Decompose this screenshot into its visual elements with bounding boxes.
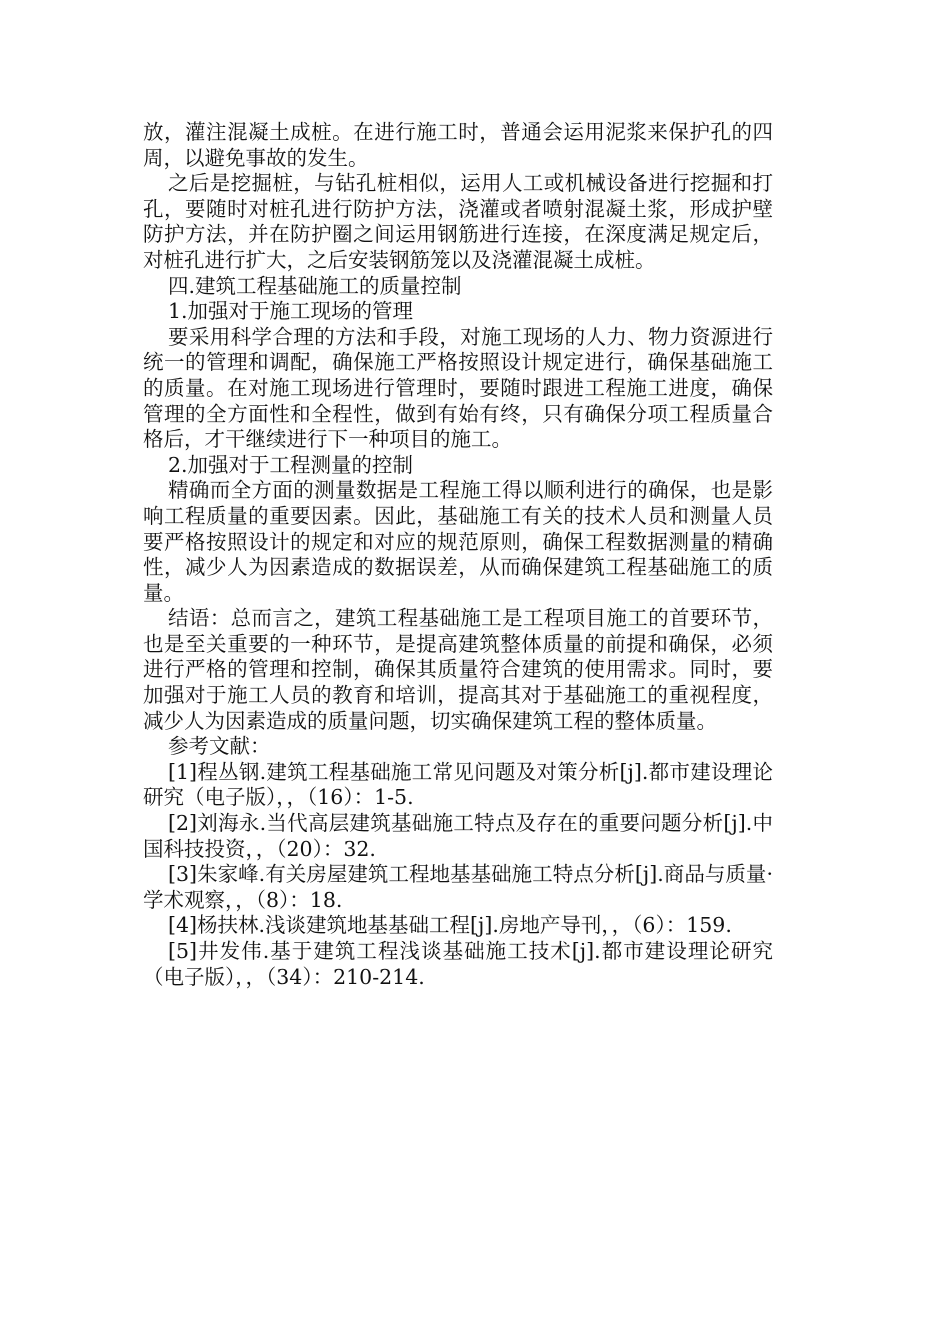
reference-item: [5]井发伟.基于建筑工程浅谈基础施工技术[j].都市建设理论研究（电子版），，（34）：210-214. [143, 939, 773, 989]
reference-item: [1]程丛钢.建筑工程基础施工常见问题及对策分析[j].都市建设理论研究（电子版），，（16）：1-5. [143, 759, 773, 810]
paragraph-conclusion: 结语：总而言之，建筑工程基础施工是工程项目施工的首要环节，也是至关重要的一种环节，是提高建筑整体质量的前提和确保，必须进行严格的管理和控制，确保其质量符合建筑的使用需求。同时，要加强对于施工人员的教育和培训，提高其对于基础施工的重视程度，减少人为因素造成的质量问题，切实确保建筑工程的整体质量。 [143, 606, 773, 733]
paragraph-site-management: 要采用科学合理的方法和手段，对施工现场的人力、物力资源进行统一的管理和调配，确保施工严格按照设计规定进行，确保基础施工的质量。在对施工现场进行管理时，要随时跟进工程施工进度，确保管理的全方面性和全程性，做到有始有终，只有确保分项工程质量合格后，才干继续进行下一种项目的施工。 [143, 324, 773, 452]
section-heading-quality-control: 四.建筑工程基础施工的质量控制 [168, 273, 462, 298]
subheading-site-management: 1.加强对于施工现场的管理 [168, 299, 414, 324]
reference-item: [4]杨扶林.浅谈建筑地基基础工程[j].房地产导刊，，（6）：159. [168, 913, 732, 938]
subheading-survey-control: 2.加强对于工程测量的控制 [168, 452, 414, 477]
paragraph-survey-control: 精确而全方面的测量数据是工程施工得以顺利进行的确保，也是影响工程质量的重要因素。因此，基础施工有关的技术人员和测量人员要严格按照设计的规定和对应的规范原则，确保工程数据测量的精确性，减少人为因素造成的数据误差，从而确保建筑工程基础施工的质量。 [143, 478, 773, 605]
reference-item: [3]朱家峰.有关房屋建筑工程地基基础施工特点分析[j].商品与质量·学术观察，，（8）：18. [143, 862, 773, 912]
reference-item: [2]刘海永.当代高层建筑基础施工特点及存在的重要问题分析[j].中国科技投资，，（20）：32. [143, 811, 773, 861]
paragraph-continuation: 放，灌注混凝土成桩。在进行施工时，普通会运用泥浆来保护孔的四周，以避免事故的发生。 [143, 120, 773, 170]
paragraph-excavated-pile: 之后是挖掘桩，与钻孔桩相似，运用人工或机械设备进行挖掘和打孔，要随时对桩孔进行防护方法，浇灌或者喷射混凝土浆，形成护壁防护方法，并在防护圈之间运用钢筋进行连接，在深度满足规定后，对桩孔进行扩大，之后安装钢筋笼以及浇灌混凝土成桩。 [143, 171, 773, 272]
document-page [143, 120, 773, 990]
references-heading: 参考文献： [168, 734, 271, 759]
